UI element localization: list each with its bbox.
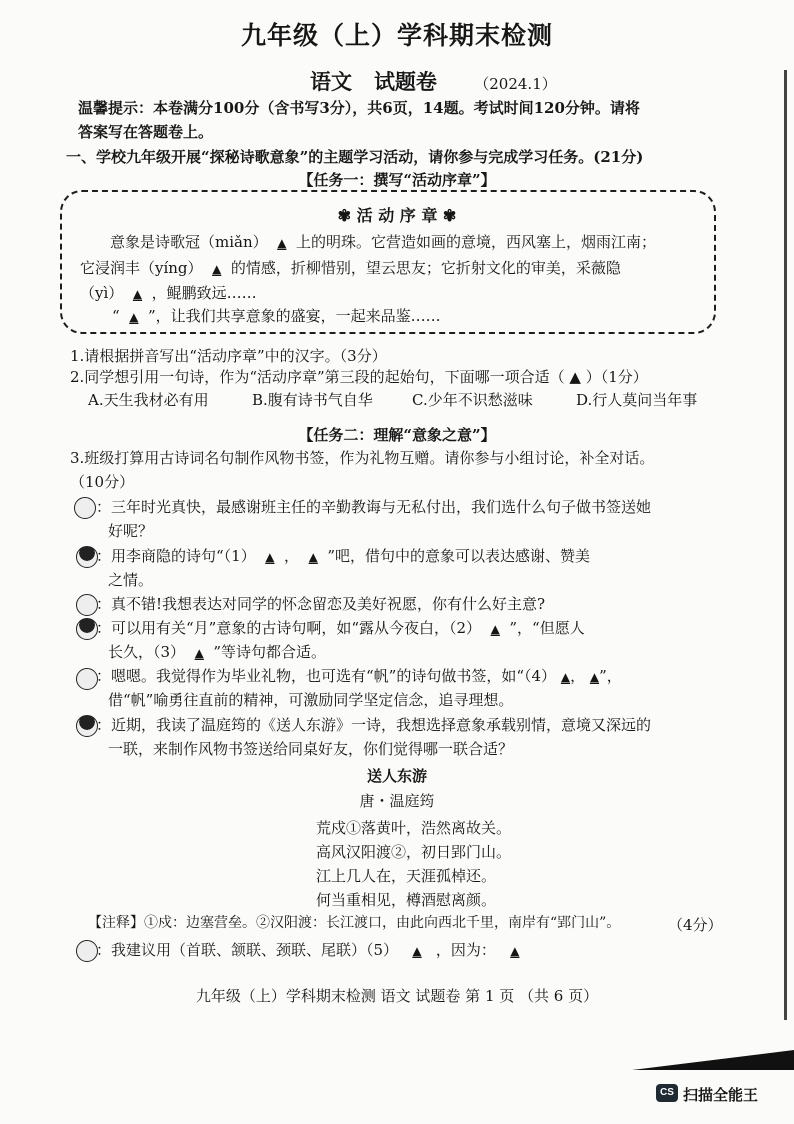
task-1-heading: 【任务一：撰写“活动序章”】 [298, 171, 496, 189]
q2-option-c: C.少年不识愁滋味 [412, 391, 533, 409]
box-line-4a: “ [112, 307, 120, 325]
dialog-6a: ：近期，我读了温庭筠的《送人东游》一诗，我想选择意象承载别情，意境又深远的 [96, 716, 652, 734]
student-avatar-icon [76, 618, 98, 640]
paper-label: 试题卷 [373, 69, 437, 94]
dialog-1b: 好呢？ [108, 522, 154, 540]
dialog-5: ：嗯嗯。我觉得作为毕业礼物，也可选有“帆”的诗句做书签，如“（4） ▲， ▲”， [96, 667, 622, 685]
blank-marker: ▲ [308, 550, 318, 564]
blank-marker: ▲ [589, 670, 600, 684]
dialog-2c: 之情。 [108, 571, 154, 589]
poem-author: 唐・温庭筠 [359, 792, 435, 810]
watermark-text: 扫描全能王 [683, 1087, 759, 1104]
student-avatar-icon [76, 715, 98, 737]
notice-line-1 [78, 98, 640, 118]
teacher-avatar-icon [74, 497, 96, 519]
poem-line-4: 何当重相见，樽酒慰离颜。 [316, 891, 497, 909]
box-line-4 [112, 306, 441, 327]
blank-marker: ▲ [132, 287, 143, 301]
task-2-heading: 【任务二：理解“意象之意”】 [298, 426, 496, 444]
q2-option-b: B.腹有诗书气自华 [252, 391, 373, 409]
box-line-3 [80, 283, 257, 304]
blank-marker: ▲ [212, 262, 222, 276]
blank-marker: ▲ [194, 646, 204, 660]
box-line-1a: 意象是诗歌冠（miǎn） [110, 233, 268, 251]
dialog-7 [96, 940, 519, 961]
box-line-3a: （yì） [80, 284, 124, 302]
dialog-2b: ”吧，借句中的意象可以表达感谢、赞美 [327, 547, 591, 565]
question-2: 2.同学想引用一句诗，作为“活动序章”第三段的起始句，下面哪一项合适（ ▲ ）（1分） [70, 368, 648, 386]
teacher-avatar-icon [76, 668, 98, 690]
box-line-1 [110, 232, 656, 253]
blank-marker: ▲ [265, 550, 275, 564]
dialog-4 [96, 618, 585, 639]
page-title: 九年级（上）学科期末检测 [240, 21, 553, 50]
section-1-heading: 一、学校九年级开展“探秘诗歌意象”的主题学习活动，请你参与完成学习任务。(21分) [66, 148, 644, 166]
poem-note-score: （4分） [668, 916, 723, 934]
dialog-4a: ：可以用有关“月”意象的古诗句啊，如“露从今夜白，（2） [96, 619, 482, 637]
dialog-4d: ”等诗句都合适。 [213, 643, 327, 661]
dialog-2a: ：用李商隐的诗句“（1） [96, 547, 256, 565]
question-3-score: （10分） [70, 473, 135, 491]
blank-marker: ▲ [129, 310, 139, 324]
poem-line-1: 荒戍①落黄叶，浩然离故关。 [316, 819, 512, 837]
dialog-5c: 借“帆”喻勇往直前的精神，可激励同学坚定信念，追寻理想。 [108, 691, 514, 709]
dialog-5a: ：嗯嗯。我觉得作为毕业礼物，也可选有“帆”的诗句做书签，如“（4） [96, 667, 557, 685]
year-label: （2024.1） [474, 75, 557, 93]
box-line-2a: 它浸润丰（yíng） [80, 259, 203, 277]
camscanner-logo-icon: CS [656, 1084, 678, 1102]
notice-label: 温馨提示： [78, 99, 154, 117]
subtitle [310, 66, 557, 96]
blank-marker: ▲ [277, 236, 287, 250]
teacher-avatar-icon [76, 594, 98, 616]
teacher-avatar-icon [76, 940, 98, 962]
activity-box-title: ✾ 活 动 序 章 ✾ [337, 206, 457, 225]
dialog-1a: ：三年时光真快，最感谢班主任的辛勤教诲与无私付出，我们选什么句子做书签送她 [96, 498, 652, 516]
scan-shadow [632, 1050, 794, 1070]
box-line-1b: 上的明珠。它营造如画的意境，西风塞上，烟雨江南； [295, 233, 656, 251]
dialog-5b: ”， [599, 667, 622, 685]
poem-line-3: 江上几人在，天涯孤棹还。 [316, 867, 497, 885]
blank-marker: ▲ [490, 622, 500, 636]
page-footer: 九年级（上）学科期末检测 语文 试题卷 第 1 页 （共 6 页） [195, 987, 599, 1005]
dialog-7a: ：我建议用（首联、颔联、颈联、尾联）（5） [96, 941, 399, 959]
scan-edge-line [784, 70, 787, 1020]
dialog-2: ：用李商隐的诗句“（1） ▲ ， ▲ ”吧，借句中的意象可以表达感谢、赞美 [96, 547, 591, 565]
notice-text-1: 本卷满分100分（含书写3分），共6页，14题。考试时间120分钟。请将 [153, 99, 640, 117]
dialog-4c: 长久，（3） [108, 643, 186, 661]
dialog-4b: ”，“但愿人 [509, 619, 585, 637]
box-line-3b: ，鲲鹏致远…… [151, 284, 257, 302]
box-line-4b: ”，让我们共享意象的盛宴，一起来品鉴…… [148, 307, 441, 325]
blank-marker: ▲ [412, 944, 422, 958]
subject-label: 语文 [310, 69, 352, 94]
poem-note: 【注释】①戍：边塞营垒。②汉阳渡：长江渡口，由此向西北千里，南岸有“郢门山”。 [88, 915, 621, 931]
dialog-4-cont [108, 642, 326, 663]
box-line-2b: 的情感，折柳惜别，望云思友；它折射文化的审美，采薇隐 [230, 259, 621, 277]
blank-marker: ▲ [510, 944, 520, 958]
student-avatar-icon [76, 546, 98, 568]
dialog-7b: ，因为： [435, 941, 496, 959]
blank-marker: ▲ [560, 670, 571, 684]
poem-title: 送人东游 [366, 767, 427, 785]
dialog-3: ：真不错!我想表达对同学的怀念留恋及美好祝愿，你有什么好主意? [96, 595, 546, 613]
dialog-6b: 一联，来制作风物书签送给同桌好友，你们觉得哪一联合适？ [108, 740, 514, 758]
q2-option-a: A.天生我材必有用 [88, 391, 209, 409]
box-line-2 [80, 258, 621, 279]
q2-option-d: D.行人莫问当年事 [576, 391, 698, 409]
notice-line-2: 答案写在答题卷上。 [78, 123, 214, 141]
question-1: 1.请根据拼音写出“活动序章”中的汉字。（3分） [70, 347, 387, 365]
question-3: 3.班级打算用古诗词名句制作风物书签，作为礼物互赠。请你参与小组讨论，补全对话。 [70, 449, 655, 467]
poem-line-2: 高风汉阳渡②，初日郢门山。 [316, 843, 512, 861]
